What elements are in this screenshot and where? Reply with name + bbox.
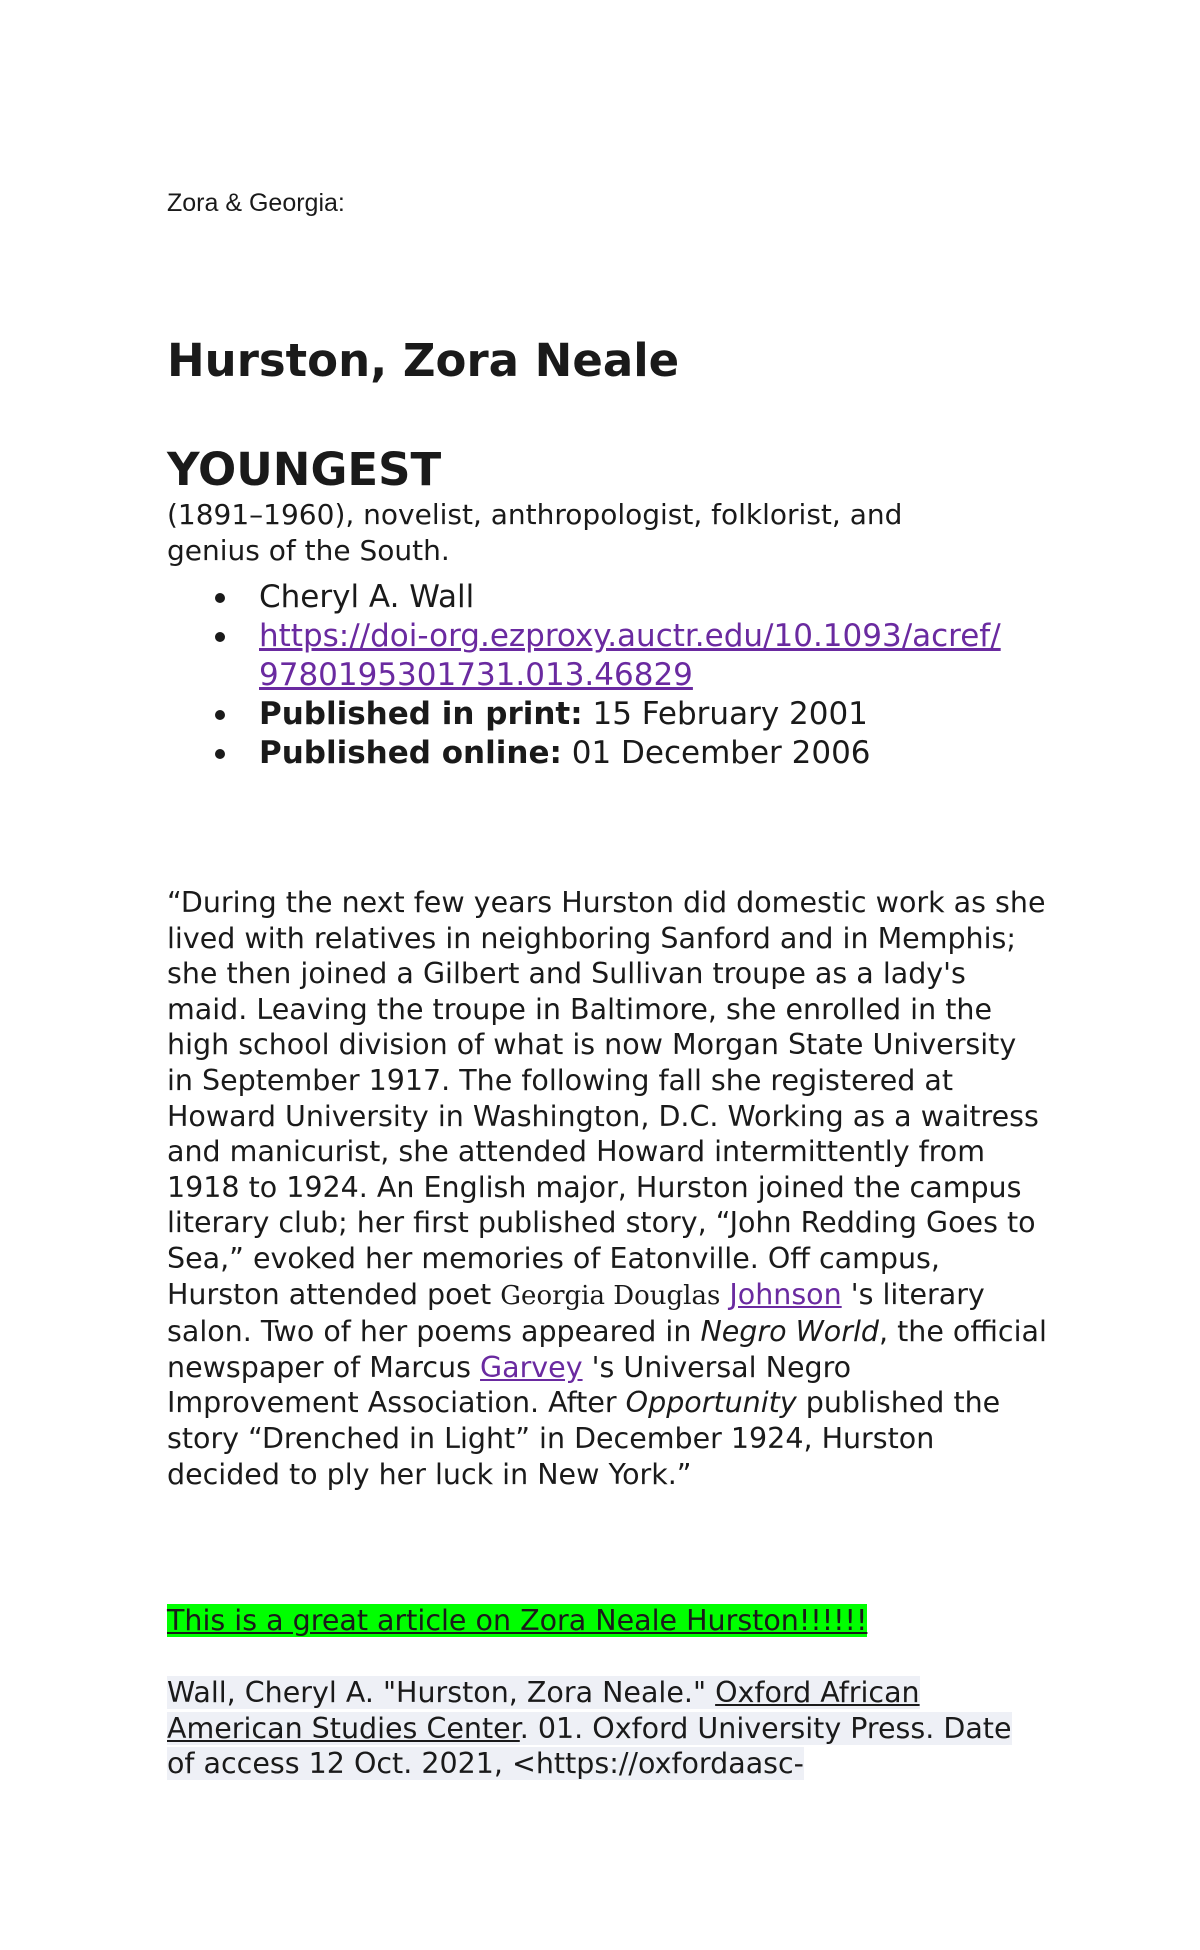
bullet-icon [215,593,225,603]
quote-text-4: 's Universal Negro Improvement Association. After [167,1350,852,1420]
garvey-link[interactable]: Garvey [480,1350,583,1384]
doi-link[interactable]: https://doi-org.ezproxy.auctr.edu/10.1093/acref/9780195301731.013.46829 [259,618,1001,693]
entry-description: (1891–1960), novelist, anthropologist, folklorist, and genius of the South. [167,498,903,567]
bullet-icon [215,710,225,720]
top-label: Zora & Georgia: [167,189,345,217]
facts-list [167,578,1027,773]
bullet-icon [215,632,225,642]
published-online-label: Published online: [259,735,562,771]
citation-text-1: Wall, Cheryl A. "Hurston, Zora Neale." [167,1676,716,1709]
quote-text-3: , the official newspaper of Marcus [167,1315,1047,1384]
list-item-doi [167,617,1027,695]
citation-paragraph [167,1675,1047,1782]
published-online-value: 01 December 2006 [561,735,871,771]
bullet-icon [215,749,225,759]
entry-title: Hurston, Zora Neale [167,334,680,387]
entry-subtitle: YOUNGEST [167,443,442,496]
opportunity-title: Opportunity [625,1386,797,1420]
list-item-author [167,578,1027,617]
list-item-published-print [167,695,1027,734]
highlight-text: This is a great article on Zora Neale Hurston!!!!!! [167,1604,868,1637]
citation-source: Oxford African American Studies Center [167,1676,920,1745]
published-print-value: 15 February 2001 [582,696,868,732]
negro-world-title: Negro World [700,1315,879,1349]
list-item-published-online [167,734,1027,773]
johnson-link[interactable]: Johnson [729,1277,842,1311]
author-name: Cheryl A. Wall [259,579,475,615]
published-print-label: Published in print: [259,696,583,732]
quote-text-5: published the story “Drenched in Light” in December 1924, Hurston decided to ply her luck in New York.” [167,1386,1001,1491]
quote-paragraph [167,885,1047,1492]
quote-serif-name: Georgia Douglas [500,1280,721,1311]
quote-text-2: 's literary salon. Two of her poems appeared in [167,1277,985,1349]
citation-text-2: . 01. Oxford University Press. Date of access 12 Oct. 2021, <https://oxfordaasc- [167,1711,1012,1781]
quote-text-1: “During the next few years Hurston did domestic work as she lived with relatives in neighboring Sanford and in Memphis; she then joined a Gilbert and Sullivan troupe as a lady's maid. Leaving the troupe in Baltimore, she enrolled in the high school division of what is now Morgan State University in September 1917. The following fall she registered at Howard University in Washington, D.C. Working as a waitress and manicurist, she attended Howard intermittently from 1918 to 1924. An English major, Hurston joined the campus literary club; her first published story, “John Redding Goes to Sea,” evoked her memories of Eatonville. Off campus, Hurston attended poet [167,886,1046,1311]
highlighted-comment [167,1603,867,1639]
